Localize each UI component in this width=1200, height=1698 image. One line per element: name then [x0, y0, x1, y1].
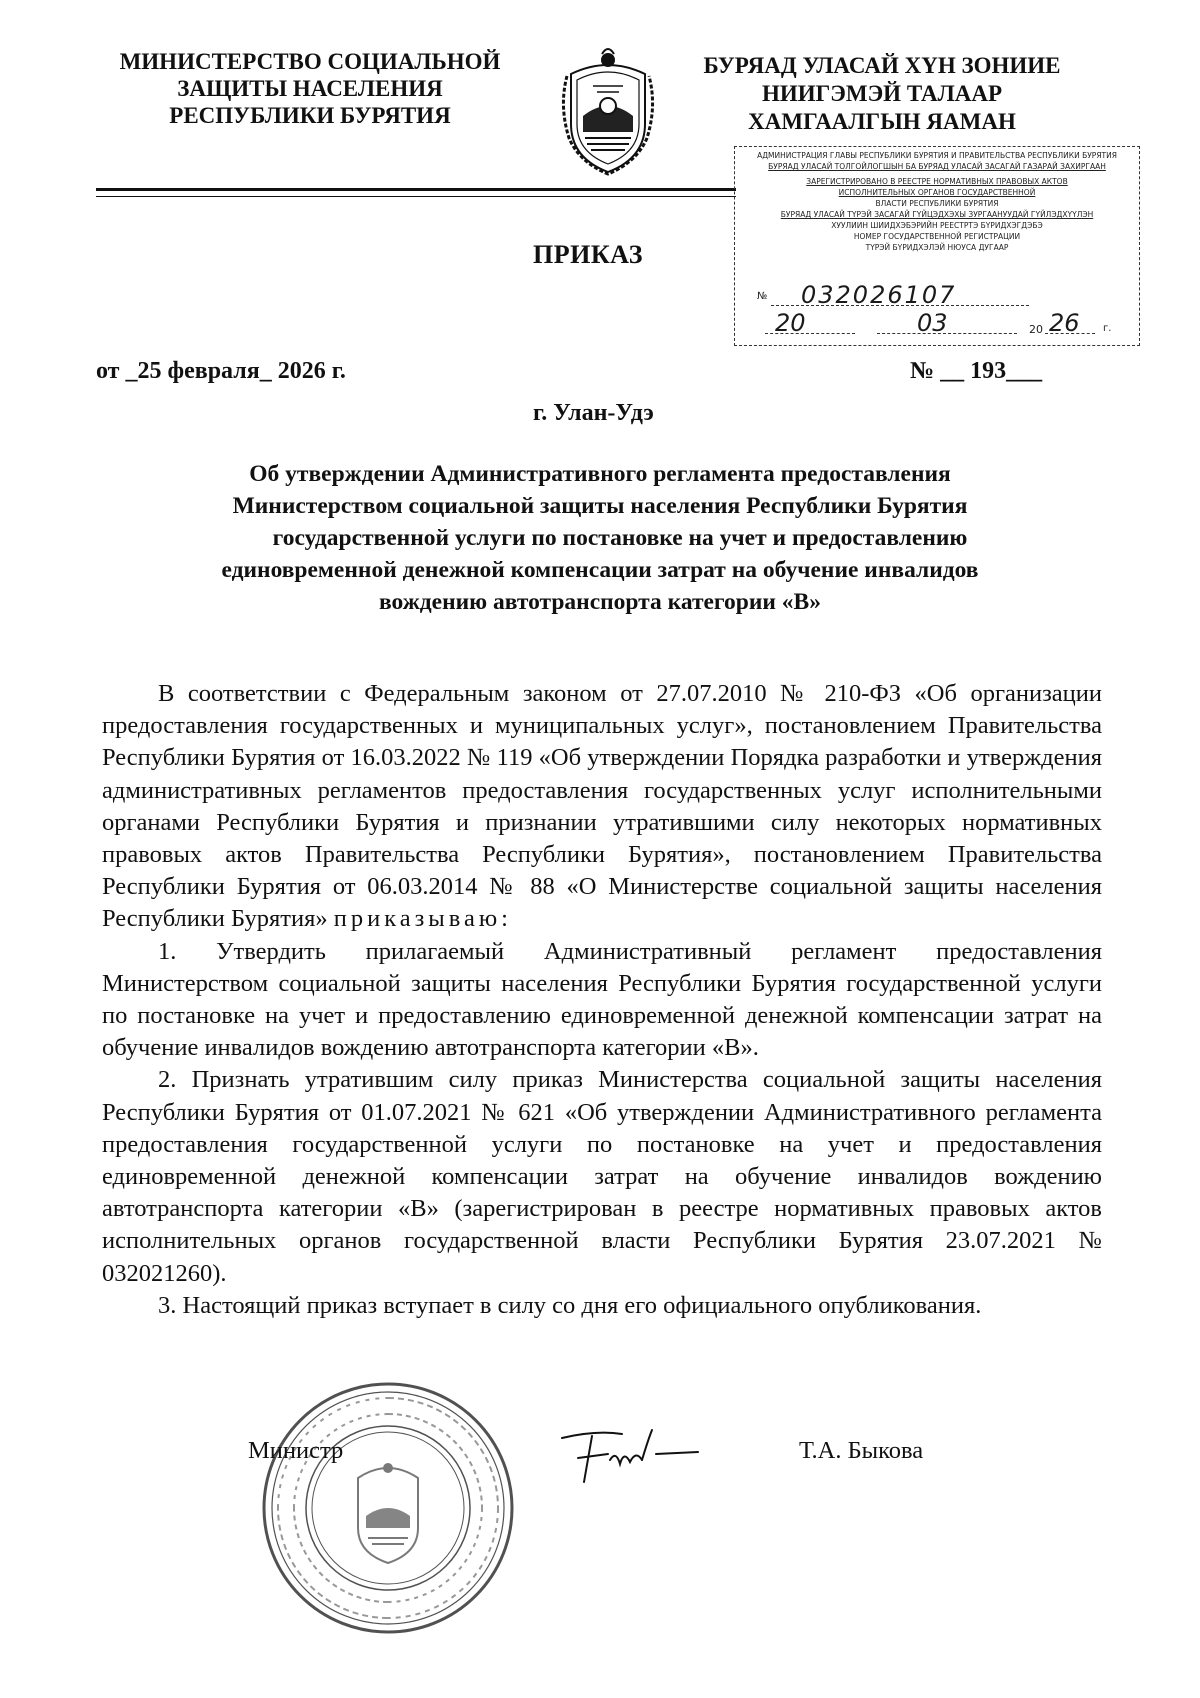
ministry-name-ru-line: ЗАЩИТЫ НАСЕЛЕНИЯ	[177, 76, 443, 101]
stamp-line: АДМИНИСТРАЦИЯ ГЛАВЫ РЕСПУБЛИКИ БУРЯТИЯ И ПРАВИТЕЛЬСТВА РЕСПУБЛИКИ БУРЯТИЯ	[757, 151, 1117, 160]
document-city: г. Улан-Удэ	[533, 400, 654, 426]
stamp-date-month: 03	[917, 309, 948, 337]
stamp-date-row	[757, 309, 1129, 339]
stamp-date-year-unit: г.	[1103, 323, 1112, 334]
stamp-date-year: 26	[1049, 309, 1080, 337]
stamp-line: ЗАРЕГИСТРИРОВАНО В РЕЕСТРЕ НОРМАТИВНЫХ ПРАВОВЫХ АКТОВ	[806, 177, 1068, 186]
stamp-line: БУРЯАД УЛАСАЙ ТОЛГОЙЛОГШЫН БА БУРЯАД УЛАСАЙ ЗАСАГАЙ ГАЗАРАЙ ЗАХИРГААН	[768, 162, 1106, 171]
ministry-name-ru	[100, 48, 520, 129]
document-date: от _25 февраля_ 2026 г.	[96, 358, 346, 384]
stamp-number-row	[757, 283, 1129, 309]
ministry-name-ru-line: МИНИСТЕРСТВО СОЦИАЛЬНОЙ	[119, 49, 501, 74]
stamp-number-prefix: №	[757, 291, 768, 302]
subject-line: вождению автотранспорта категории «В»	[379, 589, 821, 615]
subject-line: Об утверждении Административного регламента предоставления	[249, 461, 951, 487]
official-seal	[258, 1378, 518, 1638]
signatory-name: Т.А. Быкова	[799, 1437, 924, 1464]
stamp-line: ИСПОЛНИТЕЛЬНЫХ ОРГАНОВ ГОСУДАРСТВЕННОЙ	[838, 188, 1036, 197]
order-word: приказываю:	[333, 905, 512, 933]
stamp-line: ХУУЛИИН ШИИДХЭБЭРИЙН РЕЕСТРТЭ БҮРИДХЭГДЭБЭ	[831, 221, 1043, 230]
ministry-name-bua-line: НИИГЭМЭЙ ТАЛААР	[761, 81, 1003, 106]
stamp-line: НОМЕР ГОСУДАРСТВЕННОЙ РЕГИСТРАЦИИ	[853, 232, 1021, 241]
coat-of-arms-emblem-icon	[553, 46, 663, 178]
document-type-title: ПРИКАЗ	[533, 240, 644, 269]
preamble-text: В соответствии с Федеральным законом от 27.07.2010 № 210-ФЗ «Об организации предоставления государственных и муниципальных услуг», постановлением Правительства Республики Бурятия от 16.03.2022 № 119 «Об утверждении Порядка разработки и утверждения административных регламентов предоставления государственных услуг исполнительными органами Республики Бурятия и признании утратившими силу некоторых нормативных правовых актов Правительства Республики Бурятия», постановлением Правительства Республики Бурятия от 06.03.2014 № 88 «О Министерстве социальной защиты населения Республики Бурятия»	[102, 680, 1102, 933]
subject-line: единовременной денежной компенсации затрат на обучение инвалидов	[221, 557, 979, 583]
handwritten-signature	[556, 1420, 706, 1490]
stamp-line: ТҮРЭЙ БҮРИДХЭЛЭЙ НЮУСА ДУГААР	[865, 243, 1009, 252]
document-body	[102, 678, 1102, 1322]
document-subject	[110, 458, 1090, 618]
stamp-line: ВЛАСТИ РЕСПУБЛИКИ БУРЯТИЯ	[875, 199, 999, 208]
stamp-date-year-prefix: 20	[1029, 323, 1043, 336]
ministry-name-bua-line: ХАМГААЛГЫН ЯАМАН	[748, 109, 1016, 134]
order-item: 2. Признать утратившим силу приказ Министерства социальной защиты населения Республики Бурятия от 01.07.2021 № 621 «Об утверждении Административного регламента предоставления государственной услуги по постановке на учет и предоставления единовременной денежной компенсации затрат на обучение инвалидов вождению автотранспорта категории «В» (зарегистрирован в реестре нормативных правовых актов исполнительных органов государственной власти Республики Бурятия 23.07.2021 № 032021260).	[102, 1066, 1102, 1287]
preamble-paragraph	[102, 678, 1102, 936]
stamp-reg-number: 032026107	[801, 281, 957, 309]
document-number: № __ 193___	[910, 358, 1043, 384]
ministry-name-bua-line: БУРЯАД УЛАСАЙ ХҮН ЗОНИИЕ	[703, 53, 1061, 78]
ministry-name-ru-line: РЕСПУБЛИКИ БУРЯТИЯ	[169, 103, 451, 128]
header-divider-thin	[96, 196, 736, 197]
subject-line: Министерством социальной защиты населения Республики Бурятия	[232, 493, 968, 519]
subject-line: государственной услуги по постановке на учет и предоставлению	[272, 525, 968, 551]
registration-stamp	[734, 146, 1140, 346]
order-item: 1. Утвердить прилагаемый Административный регламент предоставления Министерством социальной защиты населения Республики Бурятия государственной услуги по постановке на учет и предоставлению единовременной денежной компенсации затрат на обучение инвалидов вождению автотранспорта категории «В».	[102, 937, 1102, 1062]
signatory-title: Министр	[248, 1437, 344, 1464]
header-divider	[96, 188, 736, 191]
order-item: 3. Настоящий приказ вступает в силу со дня его официального опубликования.	[158, 1291, 982, 1319]
stamp-date-day: 20	[775, 309, 806, 337]
ministry-name-bua	[672, 52, 1092, 136]
stamp-line: БУРЯАД УЛАСАЙ ТҮРЭЙ ЗАСАГАЙ ГҮЙЦЭДХЭХЫ ЗУРГААНУУДАЙ ГҮЙЛЭДХҮҮЛЭН	[780, 210, 1094, 219]
